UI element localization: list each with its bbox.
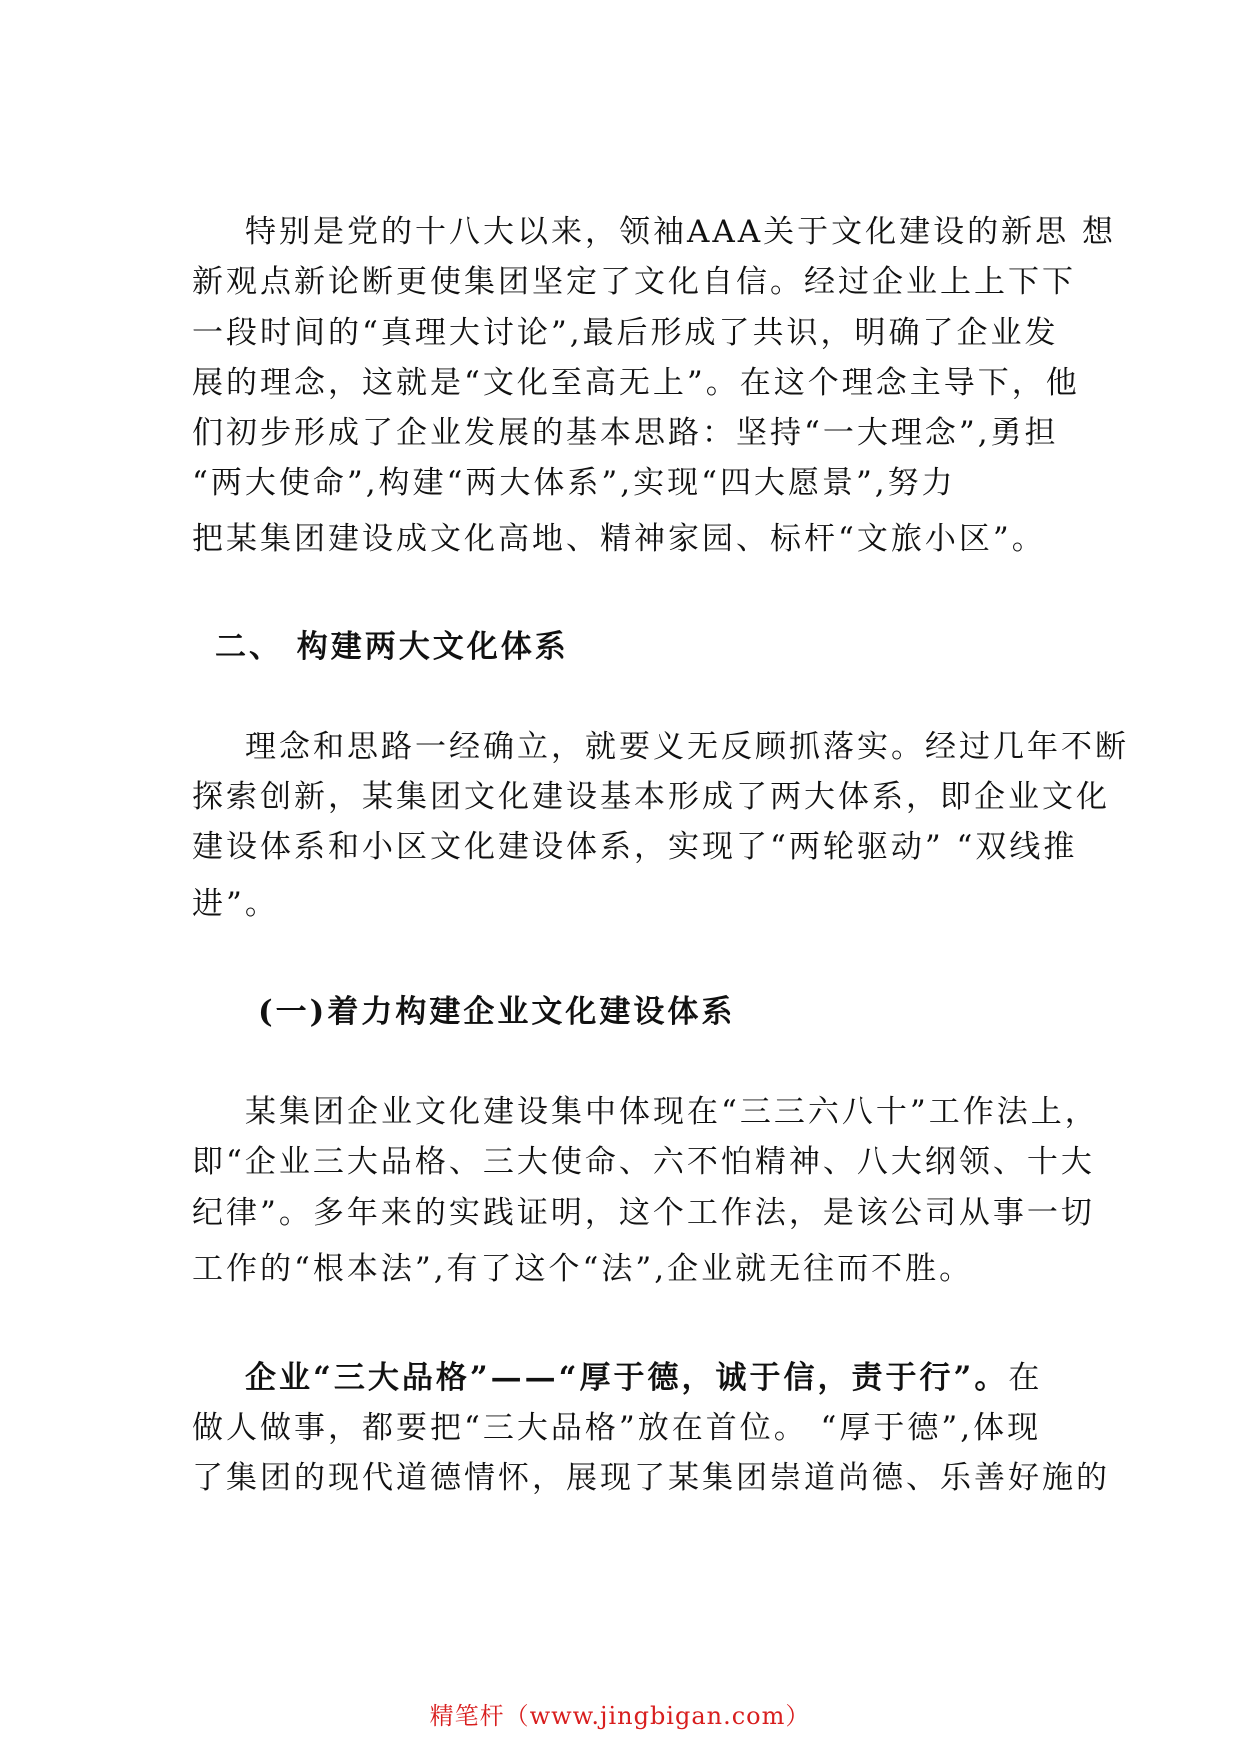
- paragraph-line: 特别是党的十八大以来，领袖AAA关于文化建设的新思 想: [245, 214, 1117, 250]
- paragraph-line: 了集团的现代道德情怀，展现了某集团崇道尚德、乐善好施的: [192, 1460, 1110, 1496]
- paragraph-line: 新观点新论断更使集团坚定了文化自信。经过企业上上下下: [192, 264, 1076, 300]
- paragraph-line: 某集团企业文化建设集中体现在“三三六八十”工作法上，: [245, 1094, 1099, 1130]
- subsection-heading: (一)着力构建企业文化建设体系: [258, 994, 736, 1030]
- paragraph-line: 展的理念，这就是“文化至高无上”。在这个理念主导下，他: [192, 365, 1080, 401]
- paragraph-line: 们初步形成了企业发展的基本思路：坚持“一大理念”,勇担: [192, 415, 1059, 451]
- paragraph-line: 即“企业三大品格、三大使命、六不怕精神、八大纲领、十大: [192, 1144, 1095, 1180]
- paragraph-line: 做人做事，都要把“三大品格”放在首位。 “厚于德”,体现: [192, 1410, 1042, 1446]
- paragraph-line: 一段时间的“真理大讨论”,最后形成了共识，明确了企业发: [192, 315, 1059, 351]
- paragraph-line: 探索创新，某集团文化建设基本形成了两大体系，即企业文化: [192, 779, 1110, 815]
- paragraph-line: 把某集团建设成文化高地、精神家园、标杆“文旅小区”。: [192, 521, 1046, 557]
- paragraph-line: “两大使命”,构建“两大体系”,实现“四大愿景”,努力: [192, 465, 956, 501]
- page-footer: 精笔杆（www.jingbigan.com）: [429, 1702, 811, 1730]
- paragraph-line: 工作的“根本法”,有了这个“法”,企业就无往而不胜。: [192, 1251, 974, 1287]
- paragraph-line: 进”。: [192, 886, 279, 922]
- paragraph-line: 理念和思路一经确立，就要义无反顾抓落实。经过几年不断: [245, 729, 1129, 765]
- paragraph-line: 纪律”。多年来的实践证明，这个工作法，是该公司从事一切: [192, 1195, 1095, 1231]
- bold-lead: 企业“三大品格”——“厚于德，诚于信，责于行”。: [245, 1360, 1009, 1396]
- section-heading: 二、 构建两大文化体系: [215, 629, 569, 665]
- lead-rest: 在: [1008, 1360, 1043, 1396]
- paragraph-line: [245, 1358, 1125, 1398]
- paragraph-line: 建设体系和小区文化建设体系，实现了“两轮驱动” “双线推: [192, 829, 1078, 865]
